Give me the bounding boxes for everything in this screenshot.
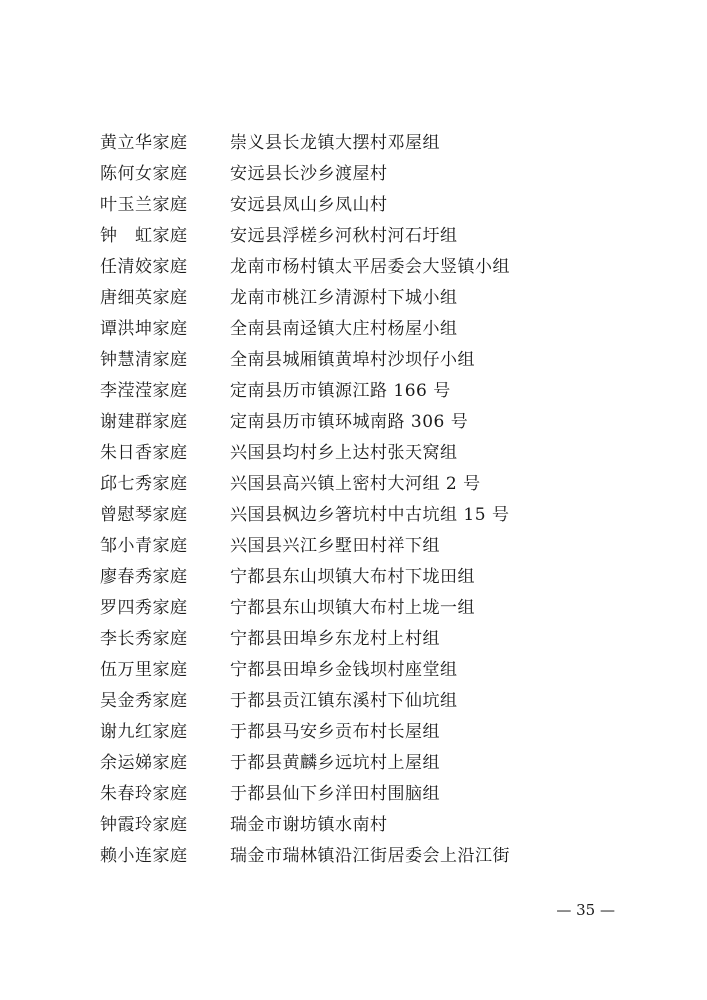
family-name: 廖春秀家庭 <box>100 567 188 587</box>
page-number: — 35 — <box>556 901 615 919</box>
family-name: 李长秀家庭 <box>100 629 188 649</box>
list-item <box>100 841 660 872</box>
family-name: 谢建群家庭 <box>100 412 188 432</box>
family-address: 宁都县田埠乡东龙村上村组 <box>230 629 440 649</box>
list-item <box>100 345 660 376</box>
family-name: 谭洪坤家庭 <box>100 319 188 339</box>
family-name: 邹小青家庭 <box>100 536 188 556</box>
family-address: 定南县历市镇源江路 166 号 <box>230 381 451 401</box>
family-name: 罗四秀家庭 <box>100 598 188 618</box>
list-item <box>100 562 660 593</box>
family-name: 钟慧清家庭 <box>100 350 188 370</box>
list-item <box>100 407 660 438</box>
list-item <box>100 810 660 841</box>
family-address: 兴国县兴江乡墅田村祥下组 <box>230 536 440 556</box>
family-list <box>100 128 660 872</box>
family-address: 崇义县长龙镇大摆村邓屋组 <box>230 133 440 153</box>
family-address: 瑞金市谢坊镇水南村 <box>230 815 388 835</box>
list-item <box>100 128 660 159</box>
family-name: 钟 虹家庭 <box>100 226 188 246</box>
family-name: 赖小连家庭 <box>100 846 188 866</box>
family-name: 朱日香家庭 <box>100 443 188 463</box>
family-address: 于都县贡江镇东溪村下仙坑组 <box>230 691 458 711</box>
family-address: 龙南市杨村镇太平居委会大竖镇小组 <box>230 257 510 277</box>
family-name: 朱春玲家庭 <box>100 784 188 804</box>
list-item <box>100 376 660 407</box>
family-address: 兴国县枫边乡箸坑村中古坑组 15 号 <box>230 505 510 525</box>
list-item <box>100 438 660 469</box>
list-item <box>100 283 660 314</box>
family-address: 安远县浮槎乡河秋村河石圩组 <box>230 226 458 246</box>
list-item <box>100 190 660 221</box>
family-address: 宁都县东山坝镇大布村上垅一组 <box>230 598 475 618</box>
family-name: 李滢滢家庭 <box>100 381 188 401</box>
family-name: 钟霞玲家庭 <box>100 815 188 835</box>
family-address: 于都县马安乡贡布村长屋组 <box>230 722 440 742</box>
list-item <box>100 779 660 810</box>
list-item <box>100 531 660 562</box>
family-address: 安远县凤山乡凤山村 <box>230 195 388 215</box>
list-item <box>100 655 660 686</box>
list-item <box>100 624 660 655</box>
list-item <box>100 500 660 531</box>
family-address: 于都县仙下乡洋田村围脑组 <box>230 784 440 804</box>
list-item <box>100 469 660 500</box>
list-item <box>100 314 660 345</box>
family-name: 陈何女家庭 <box>100 164 188 184</box>
family-name: 黄立华家庭 <box>100 133 188 153</box>
family-name: 邱七秀家庭 <box>100 474 188 494</box>
list-item <box>100 717 660 748</box>
family-address: 兴国县高兴镇上密村大河组 2 号 <box>230 474 481 494</box>
family-name: 曾慰琴家庭 <box>100 505 188 525</box>
family-address: 定南县历市镇环城南路 306 号 <box>230 412 469 432</box>
list-item <box>100 252 660 283</box>
family-address: 宁都县东山坝镇大布村下垅田组 <box>230 567 475 587</box>
family-address: 全南县城厢镇黄埠村沙坝仔小组 <box>230 350 475 370</box>
family-address: 宁都县田埠乡金钱坝村座堂组 <box>230 660 458 680</box>
family-address: 安远县长沙乡渡屋村 <box>230 164 388 184</box>
family-address: 瑞金市瑞林镇沿江街居委会上沿江街 <box>230 846 510 866</box>
family-name: 余运娣家庭 <box>100 753 188 773</box>
family-name: 谢九红家庭 <box>100 722 188 742</box>
family-name: 叶玉兰家庭 <box>100 195 188 215</box>
family-address: 全南县南迳镇大庄村杨屋小组 <box>230 319 458 339</box>
family-name: 唐细英家庭 <box>100 288 188 308</box>
family-name: 任清姣家庭 <box>100 257 188 277</box>
list-item <box>100 159 660 190</box>
list-item <box>100 221 660 252</box>
family-name: 吴金秀家庭 <box>100 691 188 711</box>
list-item <box>100 748 660 779</box>
list-item <box>100 686 660 717</box>
family-address: 兴国县均村乡上达村张天窝组 <box>230 443 458 463</box>
family-name: 伍万里家庭 <box>100 660 188 680</box>
family-address: 于都县黄麟乡远坑村上屋组 <box>230 753 440 773</box>
family-address: 龙南市桃江乡清源村下城小组 <box>230 288 458 308</box>
list-item <box>100 593 660 624</box>
